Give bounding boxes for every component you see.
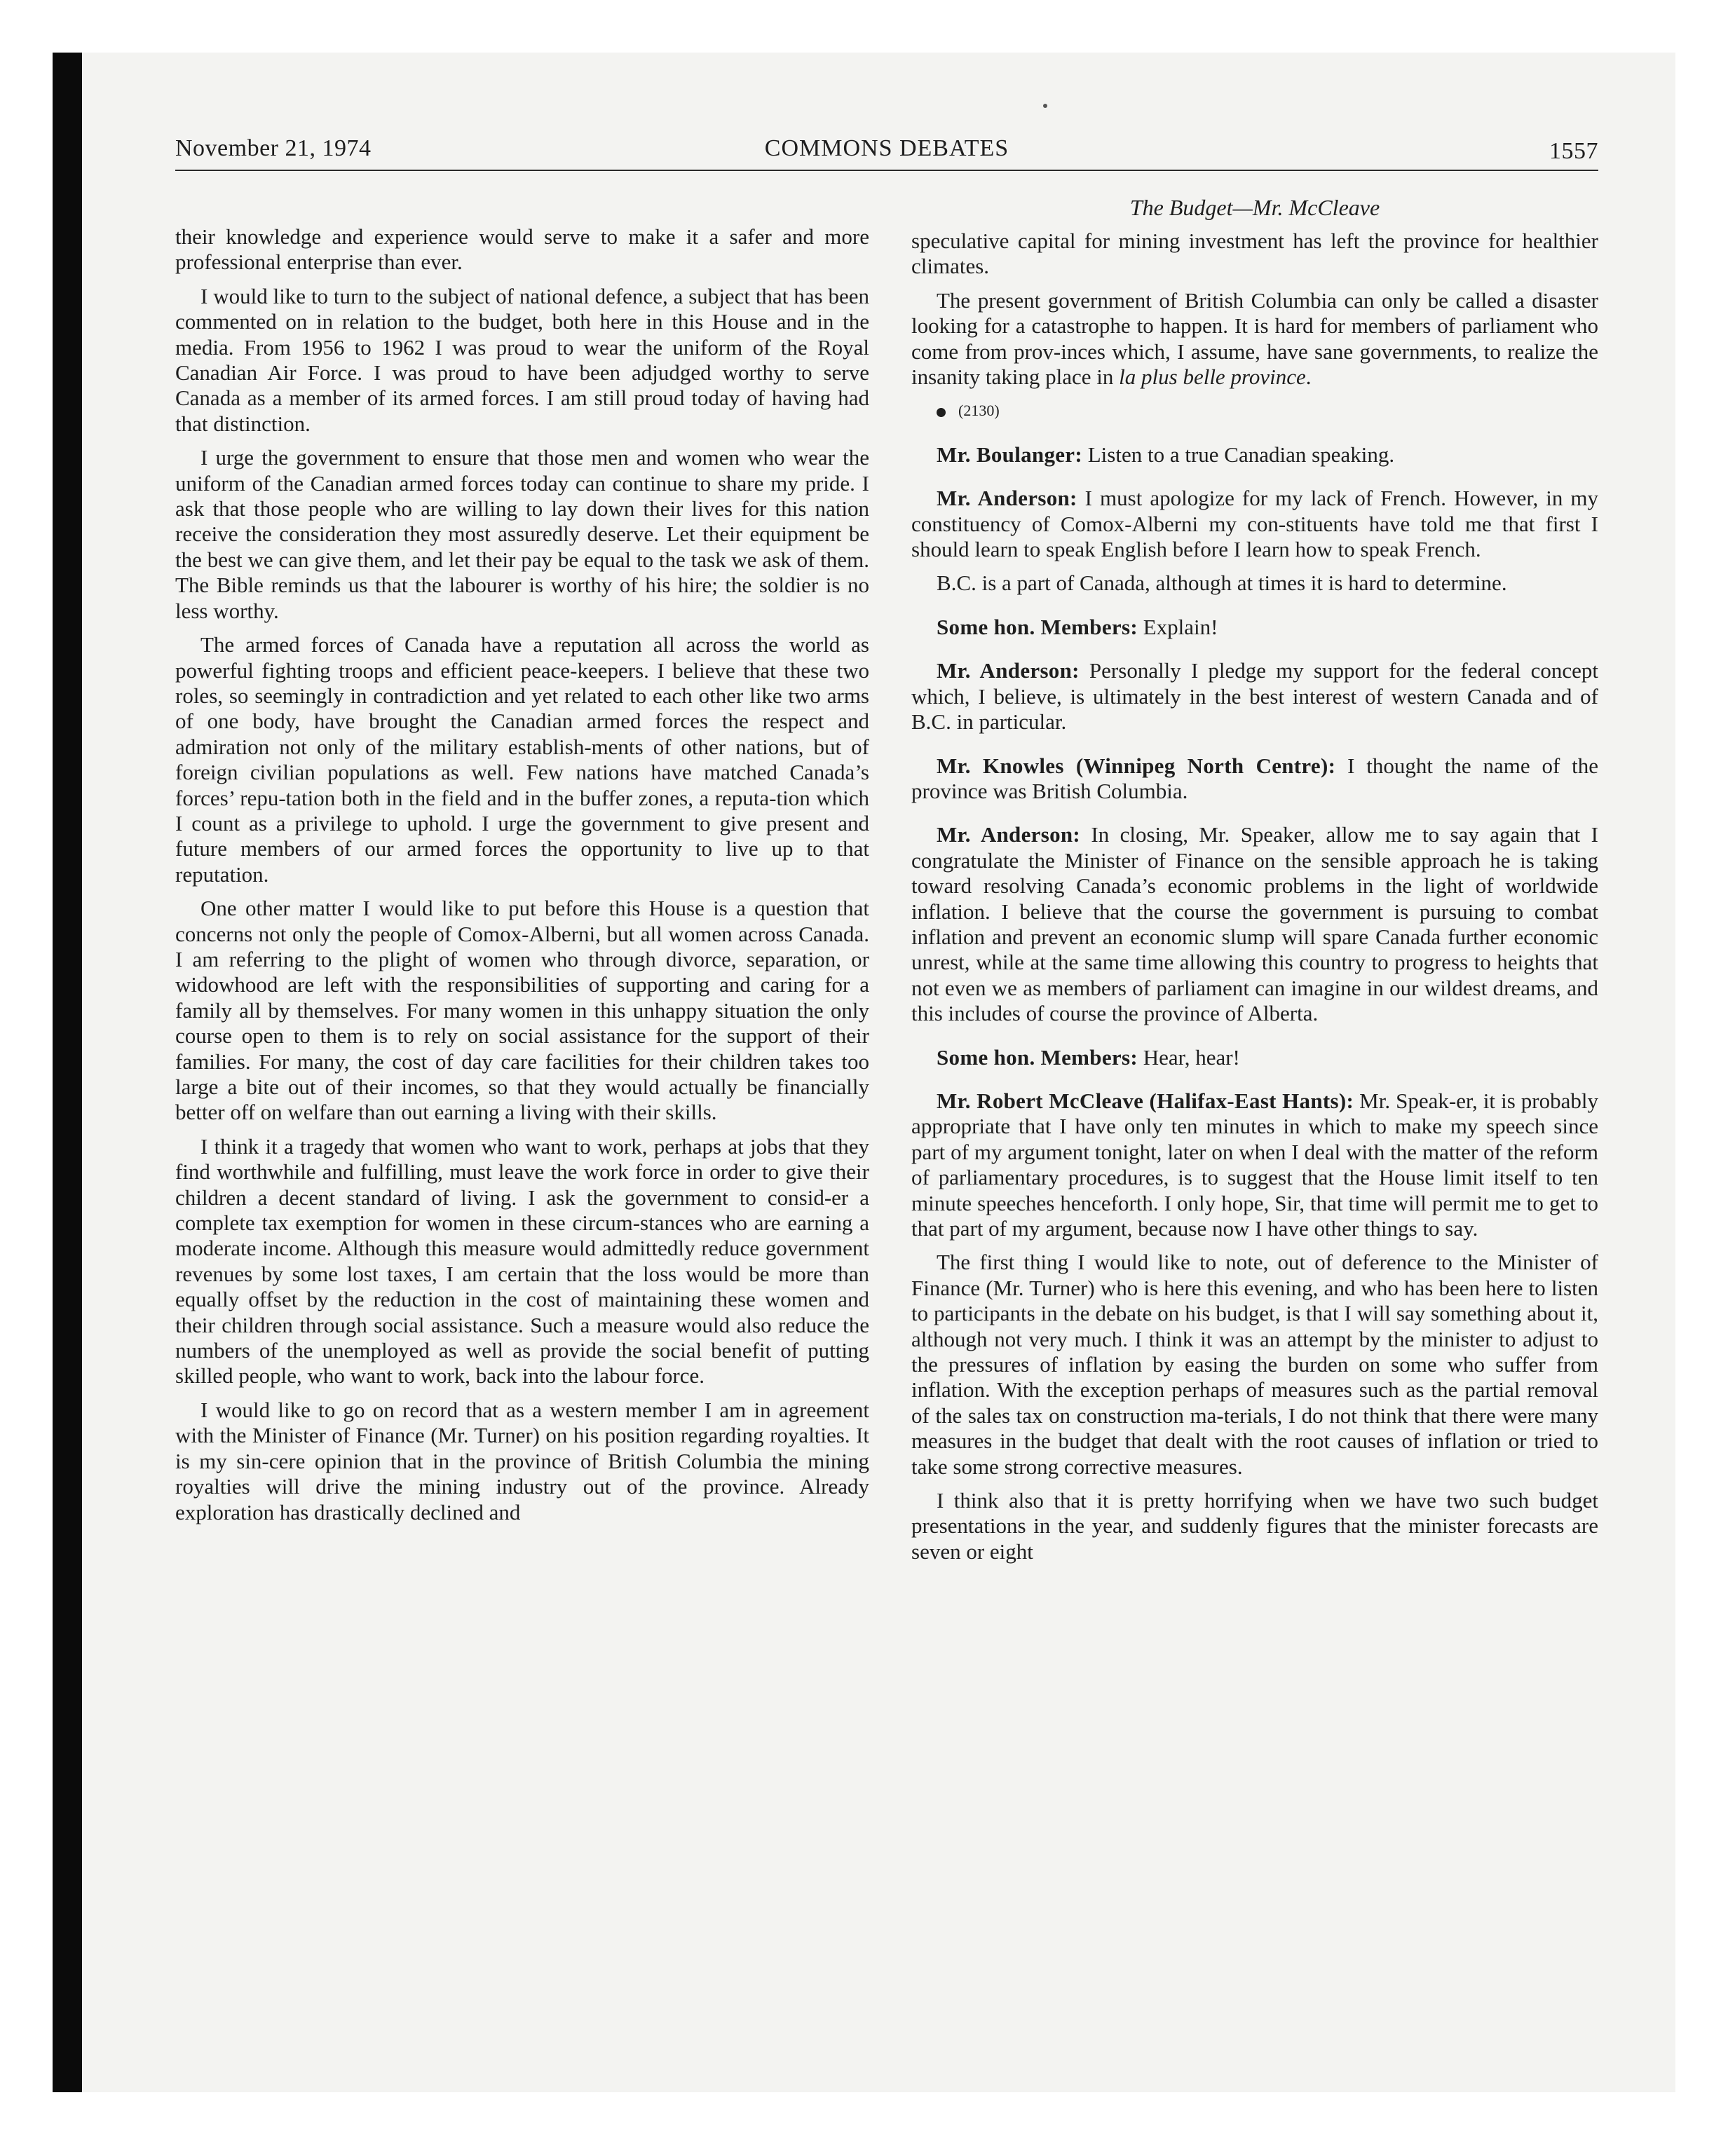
paragraph: I urge the government to ensure that those men and women who wear the uniform of the Canadian armed forces today can continue to share my pride. I ask that those people who are willing to lay down their lives for this nation receive the consideration they most assuredly deserve. Let their equipment be the best we can give them, and let their pay be equal to the task we ask of them. The Bible reminds us that the labourer is worthy of his hire; the soldier is no less worthy. [175, 445, 869, 623]
scan-speck [1043, 104, 1047, 108]
speech-text: In closing, Mr. Speaker, allow me to say again that I congratulate the Minister of Finance on the sensible approach he is taking toward resolving Canada’s economic problems in the light of worldwide inflation. I believe that the course the government is pursuing to combat inflation and prevent an economic slump will spare Canada further economic unrest, while at the same time allowing this country to progress to heights that not even we as members of parliament can imagine in our wildest dreams, and this includes of course the province of Alberta. [911, 822, 1598, 1026]
speech-text: Hear, hear! [1137, 1044, 1240, 1070]
speech [911, 442, 1598, 468]
paragraph: I would like to turn to the subject of national defence, a subject that has been commented on in relation to the budget, both here in this House and in the media. From 1956 to 1962 I was proud to wear the uniform of the Royal Canadian Air Force. I was proud to have been adjudged worthy to serve Canada as a member of its armed forces. I am still proud today of having had that distinction. [175, 283, 869, 436]
time-mark-text: (2130) [958, 402, 1000, 420]
speaker-name: Mr. Anderson: [937, 822, 1081, 847]
paragraph: their knowledge and experience would serve to make it a safer and more professional enterprise than ever. [175, 224, 869, 275]
speech-text: Personally I pledge my support for the federal concept which, I believe, is ultimately in the best interest of western Canada and of B.C. in particular. [911, 658, 1598, 735]
speech-text: Explain! [1137, 614, 1218, 639]
paragraph [911, 288, 1598, 390]
header-rule [175, 170, 1598, 171]
page-header [175, 135, 1598, 170]
header-date: November 21, 1974 [175, 135, 372, 161]
paragraph: I would like to go on record that as a western member I am in agreement with the Minister of Finance (Mr. Turner) on his position regarding royalties. It is my sin-cere opinion that in the province of British Columbia the mining royalties will drive the mining industry out of the province. Already exploration has drastically declined and [175, 1397, 869, 1524]
speaker-name: Mr. Anderson: [937, 658, 1080, 683]
paragraph-end: . [1305, 364, 1312, 390]
italic-phrase: la plus belle province [1119, 364, 1306, 390]
paragraph: The first thing I would like to note, out of deference to the Minister of Finance (Mr. Turner) who is here this evening, and who has been here to listen to participants in the debate on his budget, is that I will say something about it, although not very much. I think it was an attempt by the minister to adjust to the pressures of inflation by easing the burden on some who suffer from inflation. With the exception perhaps of measures such as the partial removal of the sales tax on construction ma-terials, I do not think that there were many measures in the budget that dealt with the root causes of inflation or tried to take some strong corrective measures. [911, 1250, 1598, 1479]
running-head: The Budget—Mr. McCleave [1129, 195, 1380, 220]
paragraph: I think it a tragedy that women who want to work, perhaps at jobs that they find worthwhile and fulfilling, must leave the work force in order to give their children a decent standard of living. I ask the government to consid-er a complete tax exemption for women in these circum-stances who are earning a moderate income. Although this measure would admittedly reduce government revenues by some lost taxes, I am certain that the loss would be more than equally offset by the reduction in the cost of maintaining these women and their children through social assistance. Such a measure would also reduce the numbers of the unemployed as well as provide the social benefit of putting skilled people, who want to work, back into the labour force. [175, 1133, 869, 1389]
header-title: COMMONS DEBATES [764, 135, 1009, 161]
speech-text: Mr. Speak-er, it is probably appropriate that I have only ten minutes in which to make my speech since part of my argument tonight, later on when I deal with the matter of the reform of parliamentary procedures, is to suggest that the House limit itself to ten minute speeches henceforth. I only hope, Sir, that time will permit me to get to that part of my argument, because now I have other things to say. [911, 1088, 1598, 1241]
speech [911, 753, 1598, 805]
speech [911, 615, 1598, 640]
paragraph: I think also that it is pretty horrifying when we have two such budget presentations in the year, and suddenly figures that the minister forecasts are seven or eight [911, 1488, 1598, 1564]
speech-text: Listen to a true Canadian speaking. [1082, 442, 1395, 467]
paragraph: speculative capital for mining investment has left the province for healthier climates. [911, 228, 1598, 279]
paragraph: One other matter I would like to put before this House is a question that concerns not only the people of Comox-Alberni, but all women across Canada. I am referring to the plight of women who through divorce, separation, or widowhood are left with the responsibilities of supporting and caring for a family all by themselves. For many women in this unhappy situation the only course open to them is to rely on social assistance for the support of their families. For many, the cost of day care facilities for their children takes too large a bite out of their incomes, so that they would actually be financially better off on welfare than out earning a living with their skills. [175, 896, 869, 1125]
speaker-name: Mr. Boulanger: [937, 442, 1082, 467]
speaker-name: Some hon. Members: [937, 614, 1138, 639]
speech [911, 658, 1598, 735]
speaker-name: Some hon. Members: [937, 1044, 1138, 1070]
speech-text: I must apologize for my lack of French. However, in my constituency of Comox-Alberni my con-stituents have told me that first I should learn to speak English before I learn how to speak French. [911, 486, 1598, 562]
speech [911, 1089, 1598, 1241]
speech-text: I thought the name of the province was British Columbia. [911, 753, 1598, 803]
speech [911, 822, 1598, 1026]
right-column [911, 228, 1598, 1573]
speaker-name: Mr. Anderson: [937, 486, 1077, 511]
paragraph: B.C. is a part of Canada, although at times it is hard to determine. [937, 571, 1507, 596]
speech [911, 1045, 1598, 1070]
left-column [175, 224, 869, 1534]
time-mark [911, 398, 1598, 423]
header-page-number: 1557 [1549, 138, 1598, 164]
scan-edge-strip [53, 53, 82, 2092]
paragraph: The armed forces of Canada have a reputation all across the world as powerful fighting troops and efficient peace-keepers. I believe that these two roles, so seemingly in contradiction and yet related to each other like two arms of one body, have brought the Canadian armed forces the respect and admiration not only of the military establish-ments of other nations, but of foreign civilian populations as well. Few nations have matched Canada’s forces’ repu-tation both in the field and in the buffer zones, a reputa-tion which I count as a privilege to uphold. I urge the government to give present and future members of our armed forces the opportunity to live up to that reputation. [175, 632, 869, 887]
speaker-name: Mr. Knowles (Winnipeg North Centre): [937, 753, 1336, 778]
paragraph-text: The present government of British Columbia can only be called a disaster looking for a catastrophe to happen. It is hard for members of parliament who come from prov-inces which, I assume, have sane governments, to realize the insanity taking place in [911, 287, 1598, 390]
speaker-name: Mr. Robert McCleave (Halifax-East Hants): [937, 1088, 1354, 1113]
speech [911, 486, 1598, 562]
bullet-icon [937, 408, 946, 417]
